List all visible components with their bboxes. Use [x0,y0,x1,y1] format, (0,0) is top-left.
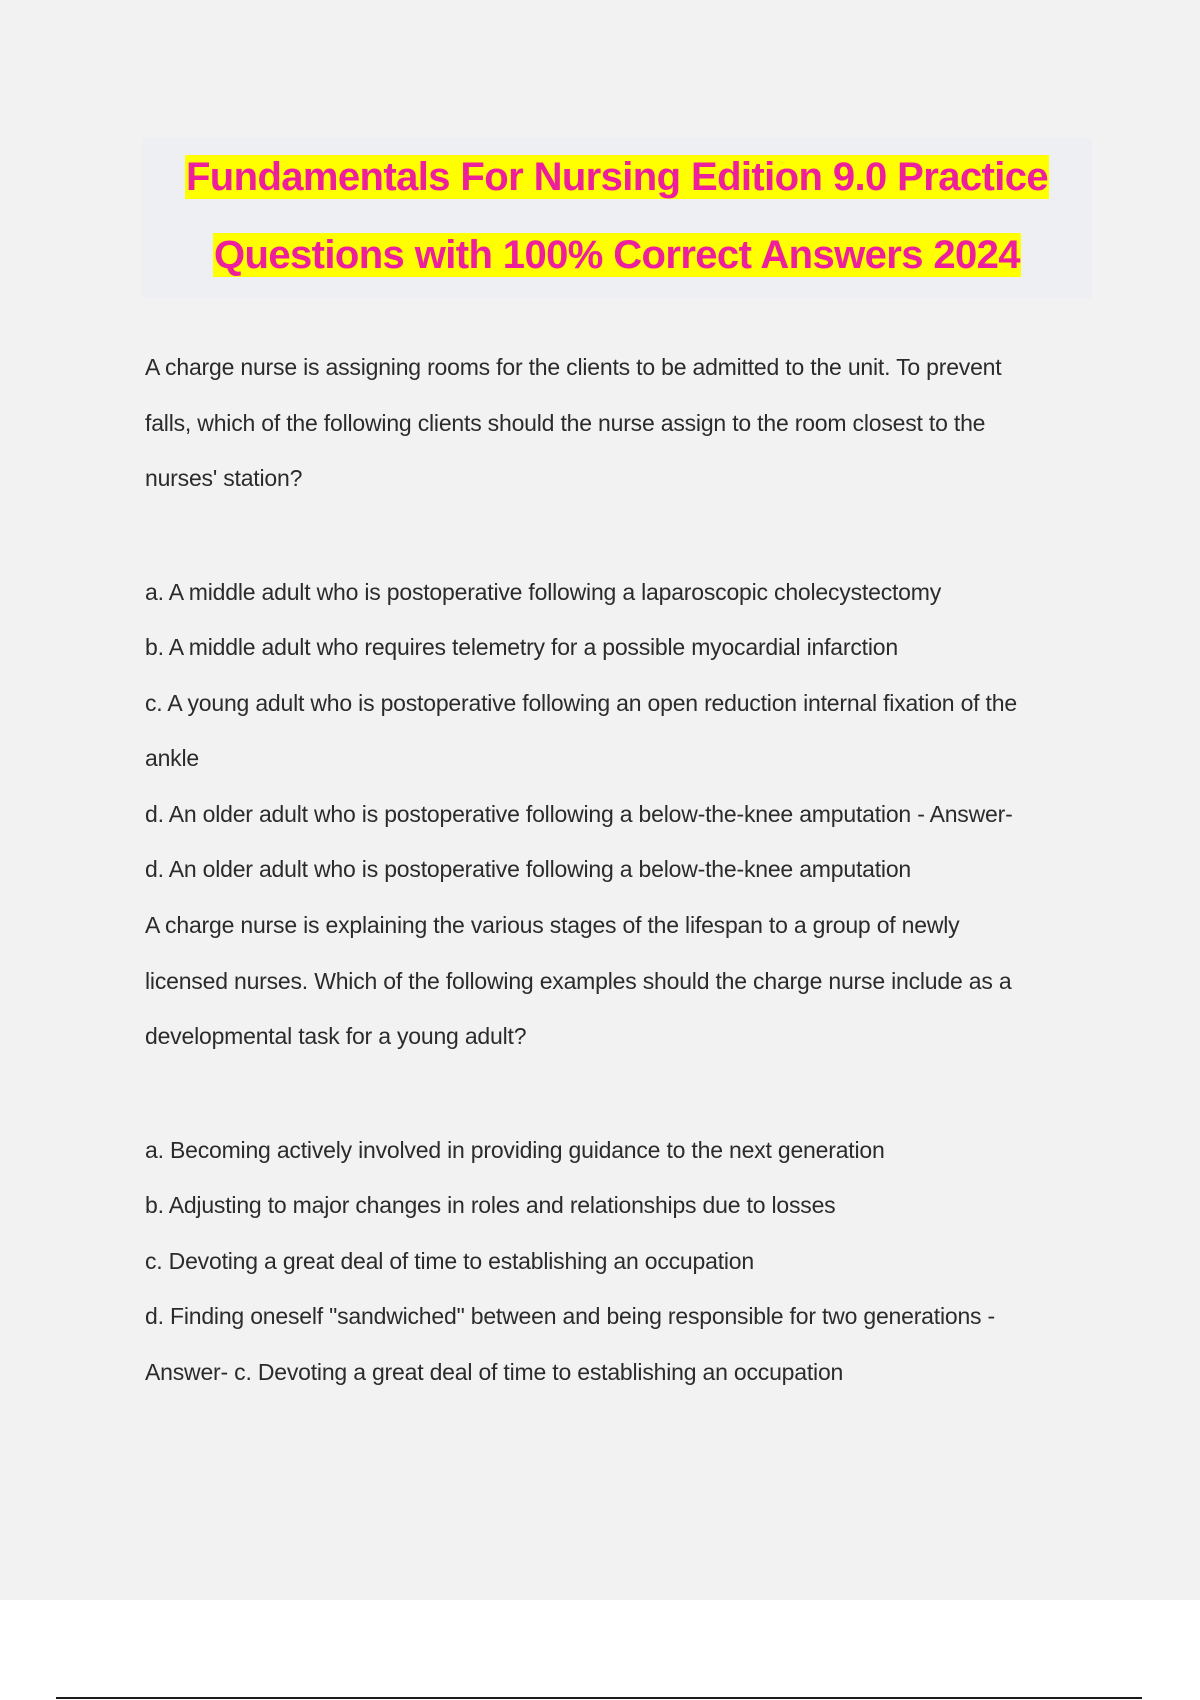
question-2 [145,898,1105,1400]
title-line-2: Questions with 100% Correct Answers 2024 [214,233,1020,277]
answer-option: b. Adjusting to major changes in roles and relationships due to losses [145,1192,836,1218]
answer-key: d. An older adult who is postoperative following a below-the-knee amputation [145,856,912,882]
answer-option: ankle [145,745,199,771]
answer-option: a. A middle adult who is postoperative following a laparoscopic cholecystectomy [145,578,942,605]
answer-option: c. Devoting a great deal of time to establishing an occupation [145,1247,754,1274]
answer-option: d. An older adult who is postoperative following a below-the-knee amputation - Answer- [145,800,1013,827]
answer-option: a. Becoming actively involved in providing guidance to the next generation [145,1136,885,1163]
question-stem-line: falls, which of the following clients should the nurse assign to the room closest to the [145,409,986,436]
answer-key: Answer- c. Devoting a great deal of time to establishing an occupation [145,1358,844,1385]
answer-option: d. Finding oneself "sandwiched" between and being responsible for two generations - [145,1303,995,1329]
spacer [145,1065,1105,1123]
question-stem-line: licensed nurses. Which of the following examples should the charge nurse include as a [145,967,1012,994]
footer-divider [56,1697,1142,1699]
answer-option: b. A middle adult who requires telemetry for a possible myocardial infarction [145,634,898,660]
question-stem-line: developmental task for a young adult? [145,1023,527,1049]
question-stem-line: A charge nurse is assigning rooms for the clients to be admitted to the unit. To prevent [145,354,1002,380]
document-title [142,138,1092,298]
spacer [145,507,1105,565]
question-1 [145,340,1105,898]
title-line-1: Fundamentals For Nursing Edition 9.0 Practice [185,155,1049,199]
answer-option: c. A young adult who is postoperative following an open reduction internal fixation of the [145,689,1017,716]
question-stem-line: nurses' station? [145,465,303,491]
question-stem-line: A charge nurse is explaining the various stages of the lifespan to a group of newly [145,912,960,938]
